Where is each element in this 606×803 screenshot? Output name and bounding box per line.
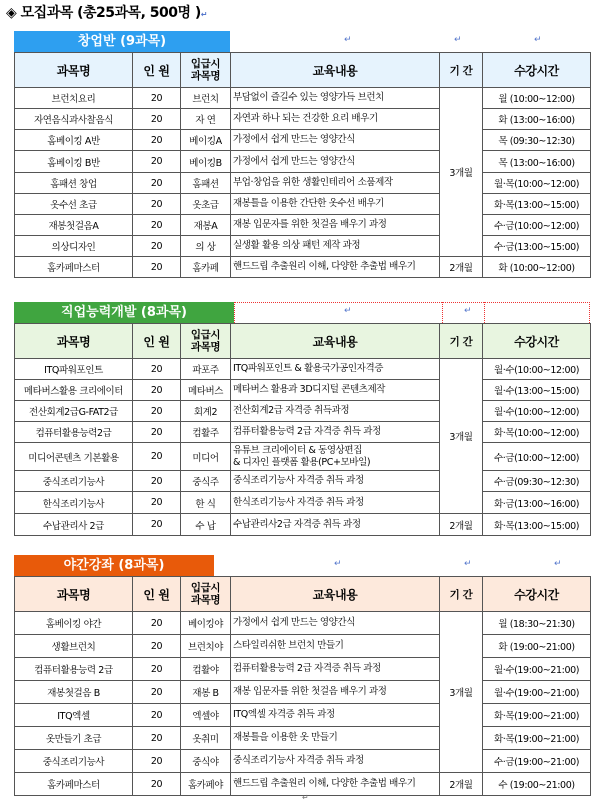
- table-row: [15, 215, 591, 236]
- short-name-cell: 재봉 B: [181, 681, 231, 704]
- subject-cell: 브런치요리: [15, 88, 133, 109]
- time-cell: 월·수(10:00~12:00): [483, 401, 591, 422]
- table-row: [15, 492, 591, 514]
- subject-cell: 컴퓨터활용능력2급: [15, 422, 133, 443]
- short-name-cell: 베이킹B: [181, 151, 231, 173]
- content-cell: 컴퓨터활용능력 2급 자격증 취득 과정: [231, 422, 440, 443]
- subject-cell: 컴퓨터활용능력 2급: [15, 658, 133, 681]
- table-row: [15, 257, 591, 278]
- period-cell: 2개월: [440, 257, 483, 278]
- table-row: [15, 359, 591, 380]
- short-name-cell: 홈패션: [181, 173, 231, 194]
- col-count: 인 원: [133, 53, 181, 88]
- short-name-cell: 회계2: [181, 401, 231, 422]
- section-startup: 창업반 (9과목) ↵ ↵ ↵ 과목명 인 원 입급시 과목명 교육내용 기 간 수강시간 브런치요리 20 브런치 부담없이 즐길수 있는 영양가득 브런치 3개월 월 (10:00~12:00) 자연음식과사찰음식 20 자 연 자연과 하나 되는 건강한 요리 배우기 화 (13:00~16:00) 홈베이킹 A반 20 베이킹A 가정에서 쉽게 만드는 영양간식 목 (09:30~12:30) 홈베이킹 B반 20 베이킹B 가정에서 쉽게 만드는 영양간식 목 (13:00~16:00) 홈패션 창업 20 홈패션 부업·창업을 위한 생활인테리어 소품제작 월·목(10:00~12:00) 옷수선 초급 20 옷초급 재봉틀을 이용한 간단한 옷수선 배우기 화·목(13:00~15:00) 재봉첫걸음A 20 재봉A 재봉 입문자를 위한 첫걸음 배우기 과정 수·금(10:00~12:00) 의상디자인 20 의 상 실생활 활용 의상 패턴 제작 과정 수·금(13:00~15:00) 홈카페마스터 20 홈카페 핸드드립 추출원리 이해, 다양한 추출법 배우기 2개월 화 (10:00~12:00): [14, 31, 590, 278]
- subject-cell: 재봉첫걸음A: [15, 215, 133, 236]
- section-banner: 창업반 (9과목): [14, 31, 230, 52]
- col-subject: 과목명: [15, 324, 133, 359]
- table-row: [15, 173, 591, 194]
- short-name-cell: 의 상: [181, 236, 231, 257]
- subject-cell: 재봉첫걸음 B: [15, 681, 133, 704]
- short-name-cell: 중식주: [181, 471, 231, 492]
- count-cell: 20: [133, 88, 181, 109]
- content-cell: 재봉 입문자를 위한 첫걸음 배우기 과정: [231, 215, 440, 236]
- content-cell: 중식조리기능사 자격증 취득 과정: [231, 750, 440, 773]
- table-row: [15, 471, 591, 492]
- col-short: 입급시 과목명: [181, 53, 231, 88]
- table-row: [15, 88, 591, 109]
- short-name-cell: 미디어: [181, 443, 231, 471]
- time-cell: 목 (09:30~12:30): [483, 130, 591, 151]
- subject-cell: 메타버스활용 크리에이터: [15, 380, 133, 401]
- content-cell: ITQ파워포인트 & 활용국가공인자격증: [231, 359, 440, 380]
- table-row: [15, 704, 591, 727]
- col-time: 수강시간: [483, 577, 591, 612]
- section-job-skills: 직업능력개발 (8과목) ↵ ↵ 과목명 인 원 입급시 과목명 교육내용 기 간 수강시간 ITQ파워포인트 20 파포주 ITQ파워포인트 & 활용국가공인자격증 3개월 월·수(10:00~12:00) 메타버스활용 크리에이터 20 메타버스 메타버스 활용과 3D디지털 콘텐츠제작 월·수(13:00~15:00) 전산회계2급G-FAT2급 20 회계2 전산회계2급 자격증 취득과정 월·수(10:00~12:00) 컴퓨터활용능력2급 20 컴활주 컴퓨터활용능력 2급 자격증 취득 과정 화·목(10:00~12:00) 미디어콘텐츠 기본활용 20 미디어 유튜브 크리에이터 & 동영상편집 & 디자인 플랫폼 활용(PC+모바일) 수·금(10:00~12:00) 중식조리기능사 20 중식주 중식조리기능사 자격증 취득 과정 수·금(09:30~12:30) 한식조리기능사 20 한 식 한식조리기능사 자격증 취득 과정 화·금(13:00~16:00) 수납관리사 2급 20 수 납 수납관리사2급 자격증 취득 과정 2개월 화·목(13:00~15:00): [14, 302, 590, 536]
- table-row: [15, 109, 591, 130]
- table-row: [15, 635, 591, 658]
- section-banner: 직업능력개발 (8과목): [14, 302, 234, 323]
- col-period: 기 간: [440, 53, 483, 88]
- time-cell: 화·목(13:00~15:00): [483, 514, 591, 536]
- count-cell: 20: [133, 215, 181, 236]
- course-table: [14, 323, 591, 536]
- period-cell: 3개월: [440, 359, 483, 514]
- time-cell: 화 (10:00~12:00): [483, 257, 591, 278]
- short-name-cell: 메타버스: [181, 380, 231, 401]
- subject-cell: 홈카페마스터: [15, 773, 133, 796]
- short-name-cell: 컴활야: [181, 658, 231, 681]
- table-row: [15, 658, 591, 681]
- subject-cell: 중식조리기능사: [15, 750, 133, 773]
- course-table: [14, 576, 591, 796]
- count-cell: 20: [133, 380, 181, 401]
- subject-cell: 미디어콘텐츠 기본활용: [15, 443, 133, 471]
- short-name-cell: 엑셀야: [181, 704, 231, 727]
- count-cell: 20: [133, 257, 181, 278]
- count-cell: 20: [133, 681, 181, 704]
- content-cell: 실생활 활용 의상 패턴 제작 과정: [231, 236, 440, 257]
- col-short: 입급시 과목명: [181, 577, 231, 612]
- table-row: [15, 681, 591, 704]
- time-cell: 목 (13:00~16:00): [483, 151, 591, 173]
- table-header: [15, 577, 591, 612]
- count-cell: 20: [133, 492, 181, 514]
- subject-cell: 생활브런치: [15, 635, 133, 658]
- short-name-cell: 파포주: [181, 359, 231, 380]
- col-content: 교육내용: [231, 577, 440, 612]
- subject-cell: 홈베이킹 A반: [15, 130, 133, 151]
- count-cell: 20: [133, 401, 181, 422]
- table-row: [15, 612, 591, 635]
- time-cell: 화·목(19:00~21:00): [483, 704, 591, 727]
- count-cell: 20: [133, 130, 181, 151]
- count-cell: 20: [133, 236, 181, 257]
- table-row: [15, 422, 591, 443]
- count-cell: 20: [133, 727, 181, 750]
- time-cell: 화·금(13:00~16:00): [483, 492, 591, 514]
- page-title: ◈ 모집과목 (총25과목, 500명 )↵: [6, 5, 207, 21]
- short-name-cell: 재봉A: [181, 215, 231, 236]
- period-cell: 2개월: [440, 773, 483, 796]
- content-cell: 컴퓨터활용능력 2급 자격증 취득 과정: [231, 658, 440, 681]
- section-evening: 야간강좌 (8과목) ↵ ↵ ↵ 과목명 인 원 입급시 과목명 교육내용 기 간 수강시간 홈베이킹 야간 20 베이킹야 가정에서 쉽게 만드는 영양간식 3개월 월 (18:30~21:30) 생활브런치 20 브런치야 스타일리쉬한 브런치 만들기 화 (19:00~21:00) 컴퓨터활용능력 2급 20 컴활야 컴퓨터활용능력 2급 자격증 취득 과정 월·수(19:00~21:00) 재봉첫걸음 B 20 재봉 B 재봉 입문자를 위한 첫걸음 배우기 과정 월·수(19:00~21:00) ITQ엑셀 20 엑셀야 ITQ엑셀 자격증 취득 과정 화·목(19:00~21:00) 옷만들기 초급 20 옷취미 재봉틀을 이용한 옷 만들기 화·목(19:00~21:00) 중식조리기능사 20 중식야 중식조리기능사 자격증 취득 과정 수·금(19:00~21:00) 홈카페마스터 20 홈카페야 핸드드립 추출원리 이해, 다양한 추출법 배우기 2개월 수 (19:00~21:00): [14, 555, 590, 796]
- short-name-cell: 한 식: [181, 492, 231, 514]
- count-cell: 20: [133, 658, 181, 681]
- table-header: [15, 324, 591, 359]
- col-time: 수강시간: [483, 53, 591, 88]
- count-cell: 20: [133, 635, 181, 658]
- period-cell: 3개월: [440, 612, 483, 773]
- subject-cell: 옷만들기 초급: [15, 727, 133, 750]
- subject-cell: 전산회계2급G-FAT2급: [15, 401, 133, 422]
- col-period: 기 간: [440, 577, 483, 612]
- subject-cell: 중식조리기능사: [15, 471, 133, 492]
- count-cell: 20: [133, 704, 181, 727]
- subject-cell: ITQ엑셀: [15, 704, 133, 727]
- short-name-cell: 홈카페야: [181, 773, 231, 796]
- short-name-cell: 브런치야: [181, 635, 231, 658]
- table-row: [15, 130, 591, 151]
- count-cell: 20: [133, 443, 181, 471]
- table-row: [15, 236, 591, 257]
- short-name-cell: 자 연: [181, 109, 231, 130]
- col-subject: 과목명: [15, 577, 133, 612]
- paragraph-mark: ↵: [302, 793, 309, 802]
- content-cell: 유튜브 크리에이터 & 동영상편집 & 디자인 플랫폼 활용(PC+모바일): [231, 443, 440, 471]
- content-cell: 부담없이 즐길수 있는 영양가득 브런치: [231, 88, 440, 109]
- count-cell: 20: [133, 773, 181, 796]
- subject-cell: 한식조리기능사: [15, 492, 133, 514]
- content-cell: 메타버스 활용과 3D디지털 콘텐츠제작: [231, 380, 440, 401]
- content-cell: 수납관리사2급 자격증 취득 과정: [231, 514, 440, 536]
- time-cell: 화·목(10:00~12:00): [483, 422, 591, 443]
- content-cell: 핸드드립 추출원리 이해, 다양한 추출법 배우기: [231, 773, 440, 796]
- count-cell: 20: [133, 151, 181, 173]
- col-content: 교육내용: [231, 324, 440, 359]
- subject-cell: 자연음식과사찰음식: [15, 109, 133, 130]
- table-row: [15, 151, 591, 173]
- count-cell: 20: [133, 612, 181, 635]
- subject-cell: ITQ파워포인트: [15, 359, 133, 380]
- subject-cell: 홈패션 창업: [15, 173, 133, 194]
- section-banner: 야간강좌 (8과목): [14, 555, 214, 576]
- table-row: [15, 194, 591, 215]
- subject-cell: 홈베이킹 B반: [15, 151, 133, 173]
- short-name-cell: 베이킹A: [181, 130, 231, 151]
- subject-cell: 옷수선 초급: [15, 194, 133, 215]
- course-table: [14, 52, 591, 278]
- content-cell: 한식조리기능사 자격증 취득 과정: [231, 492, 440, 514]
- short-name-cell: 홈카페: [181, 257, 231, 278]
- time-cell: 수·금(10:00~12:00): [483, 443, 591, 471]
- content-cell: 가정에서 쉽게 만드는 영양간식: [231, 151, 440, 173]
- content-cell: 중식조리기능사 자격증 취득 과정: [231, 471, 440, 492]
- content-cell: 전산회계2급 자격증 취득과정: [231, 401, 440, 422]
- count-cell: 20: [133, 750, 181, 773]
- col-count: 인 원: [133, 577, 181, 612]
- time-cell: 화 (19:00~21:00): [483, 635, 591, 658]
- short-name-cell: 수 납: [181, 514, 231, 536]
- short-name-cell: 브런치: [181, 88, 231, 109]
- col-period: 기 간: [440, 324, 483, 359]
- content-cell: 재봉 입문자를 위한 첫걸음 배우기 과정: [231, 681, 440, 704]
- time-cell: 화·목(19:00~21:00): [483, 727, 591, 750]
- content-cell: ITQ엑셀 자격증 취득 과정: [231, 704, 440, 727]
- table-row: [15, 380, 591, 401]
- table-row: [15, 727, 591, 750]
- col-short: 입급시 과목명: [181, 324, 231, 359]
- subject-cell: 홈베이킹 야간: [15, 612, 133, 635]
- table-header: [15, 53, 591, 88]
- content-cell: 핸드드립 추출원리 이해, 다양한 추출법 배우기: [231, 257, 440, 278]
- time-cell: 수·금(10:00~12:00): [483, 215, 591, 236]
- subject-cell: 홈카페마스터: [15, 257, 133, 278]
- time-cell: 수·금(13:00~15:00): [483, 236, 591, 257]
- col-count: 인 원: [133, 324, 181, 359]
- col-subject: 과목명: [15, 53, 133, 88]
- content-cell: 가정에서 쉽게 만드는 영양간식: [231, 130, 440, 151]
- time-cell: 수 (19:00~21:00): [483, 773, 591, 796]
- content-cell: 부업·창업을 위한 생활인테리어 소품제작: [231, 173, 440, 194]
- time-cell: 수·금(09:30~12:30): [483, 471, 591, 492]
- col-content: 교육내용: [231, 53, 440, 88]
- subject-cell: 수납관리사 2급: [15, 514, 133, 536]
- count-cell: 20: [133, 514, 181, 536]
- time-cell: 수·금(19:00~21:00): [483, 750, 591, 773]
- short-name-cell: 중식야: [181, 750, 231, 773]
- content-cell: 자연과 하나 되는 건강한 요리 배우기: [231, 109, 440, 130]
- time-cell: 화 (13:00~16:00): [483, 109, 591, 130]
- period-cell: 3개월: [440, 88, 483, 257]
- content-cell: 재봉틀을 이용한 옷 만들기: [231, 727, 440, 750]
- page-title-text: ◈ 모집과목 (총25과목, 500명 ): [6, 5, 201, 21]
- content-cell: 가정에서 쉽게 만드는 영양간식: [231, 612, 440, 635]
- subject-cell: 의상디자인: [15, 236, 133, 257]
- col-time: 수강시간: [483, 324, 591, 359]
- content-cell: 재봉틀을 이용한 간단한 옷수선 배우기: [231, 194, 440, 215]
- time-cell: 월·수(10:00~12:00): [483, 359, 591, 380]
- count-cell: 20: [133, 109, 181, 130]
- time-cell: 월 (18:30~21:30): [483, 612, 591, 635]
- time-cell: 월·수(19:00~21:00): [483, 658, 591, 681]
- short-name-cell: 옷취미: [181, 727, 231, 750]
- table-row: [15, 401, 591, 422]
- time-cell: 월·수(13:00~15:00): [483, 380, 591, 401]
- short-name-cell: 컴활주: [181, 422, 231, 443]
- content-cell: 스타일리쉬한 브런치 만들기: [231, 635, 440, 658]
- time-cell: 월 (10:00~12:00): [483, 88, 591, 109]
- count-cell: 20: [133, 173, 181, 194]
- time-cell: 월·수(19:00~21:00): [483, 681, 591, 704]
- count-cell: 20: [133, 359, 181, 380]
- time-cell: 화·목(13:00~15:00): [483, 194, 591, 215]
- table-row: [15, 750, 591, 773]
- short-name-cell: 베이킹야: [181, 612, 231, 635]
- short-name-cell: 옷초급: [181, 194, 231, 215]
- count-cell: 20: [133, 471, 181, 492]
- table-row: [15, 443, 591, 471]
- table-row: [15, 514, 591, 536]
- count-cell: 20: [133, 422, 181, 443]
- count-cell: 20: [133, 194, 181, 215]
- time-cell: 월·목(10:00~12:00): [483, 173, 591, 194]
- period-cell: 2개월: [440, 514, 483, 536]
